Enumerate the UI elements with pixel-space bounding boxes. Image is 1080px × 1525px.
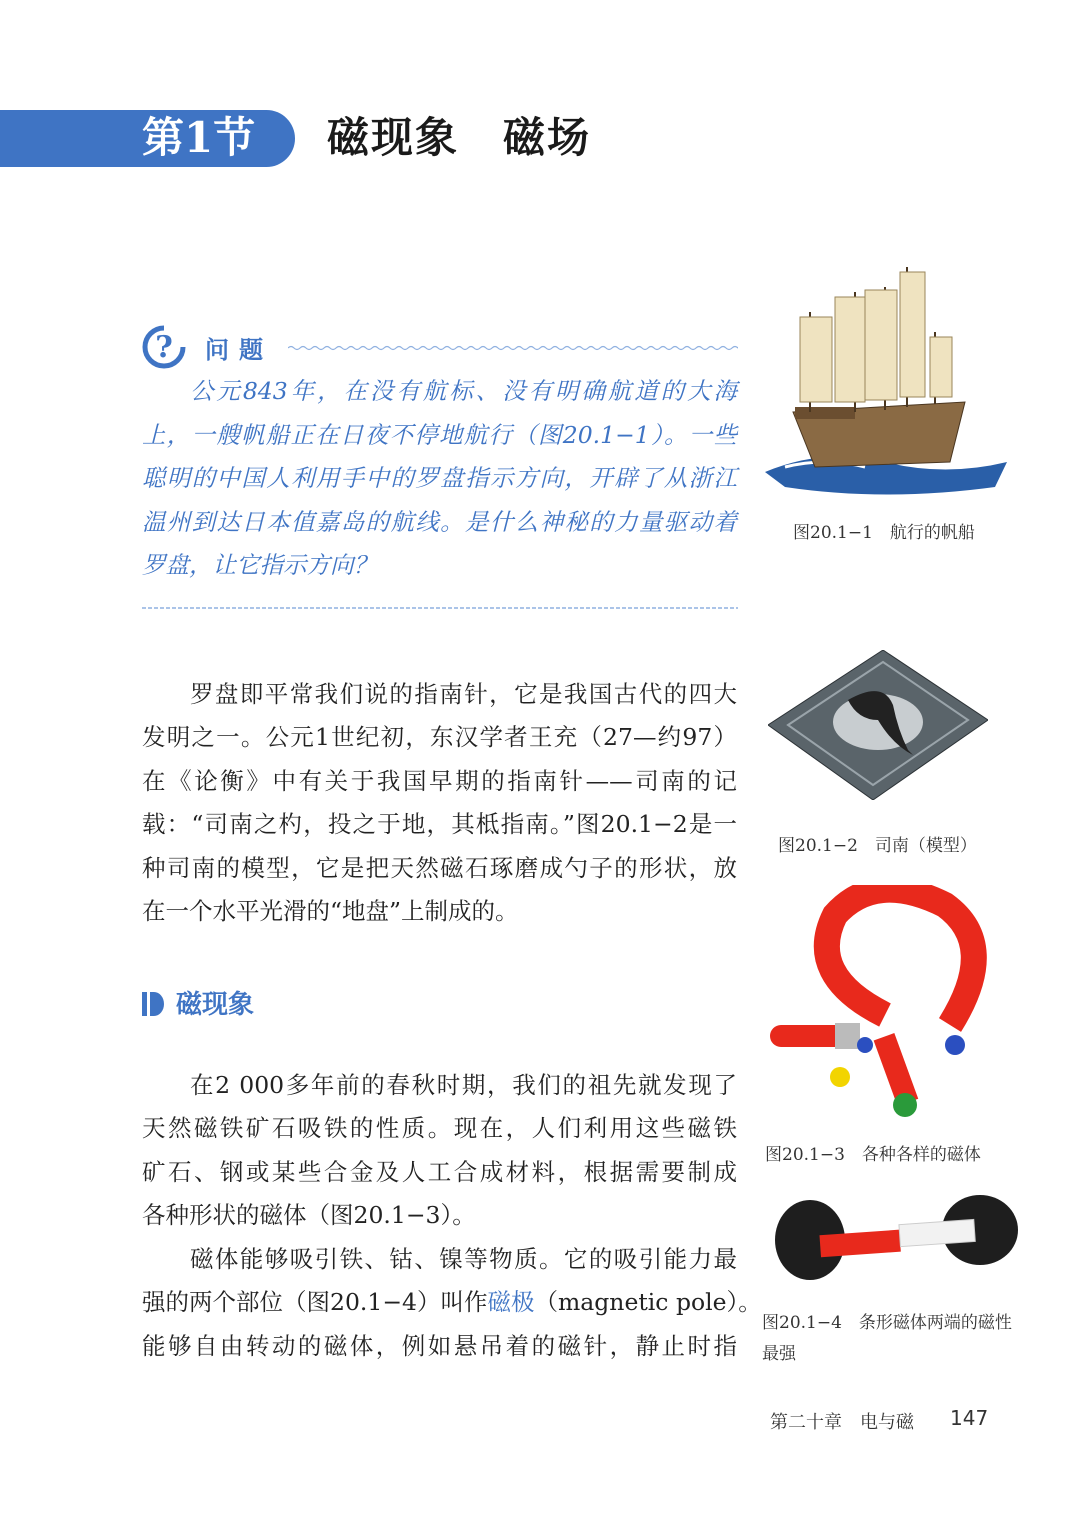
- various-magnets-image: [765, 885, 990, 1120]
- footer-chapter: 第二十章 电与磁: [770, 1412, 914, 1433]
- question-text-line: 公元843年，在没有航标、没有明确航道的大海: [190, 377, 737, 405]
- question-text-line: 温州到达日本值嘉岛的航线。是什么神秘的力量驱动着: [142, 508, 737, 536]
- figure-caption: 图20.1−2 司南（模型）: [778, 836, 977, 856]
- body-line: 罗盘即平常我们说的指南针，它是我国古代的四大: [190, 680, 737, 708]
- page-title: 磁现象 磁场: [327, 113, 592, 162]
- body-line: 各种形状的磁体（图20.1−3）。: [142, 1201, 476, 1229]
- body-line: 发明之一。公元1世纪初，东汉学者王充（27—约97）: [142, 723, 737, 751]
- body-line: 在2 000多年前的春秋时期，我们的祖先就发现了: [190, 1071, 737, 1099]
- question-text-line: 上，一艘帆船正在日夜不停地航行（图20.1−1）。一些: [142, 421, 737, 449]
- body-line: 在《论衡》中有关于我国早期的指南针——司南的记: [142, 767, 737, 795]
- question-text-line: 罗盘，让它指示方向？: [142, 551, 377, 579]
- svg-text:?: ?: [155, 330, 173, 365]
- body-line: 能够自由转动的磁体，例如悬吊着的磁针，静止时指: [142, 1332, 737, 1360]
- key-term: 磁极: [487, 1288, 535, 1316]
- bar-magnet-image: [775, 1195, 1020, 1285]
- body-text: 强的两个部位（图20.1−4）叫作: [142, 1288, 488, 1316]
- body-text: （magnetic pole）。: [534, 1288, 762, 1316]
- body-line: 载：“司南之杓，投之于地，其柢指南。”图20.1−2是一: [142, 810, 737, 838]
- body-line: 天然磁铁矿石吸铁的性质。现在，人们利用这些磁铁: [142, 1114, 737, 1142]
- question-text-line: 聪明的中国人利用手中的罗盘指示方向，开辟了从浙江: [142, 464, 737, 492]
- sailing-ship-image: [765, 262, 1007, 497]
- divider: [142, 605, 738, 611]
- page-number: 147: [950, 1406, 989, 1430]
- figure-caption: 最强: [762, 1344, 796, 1364]
- body-line: [142, 1287, 762, 1317]
- section-marker-icon: [142, 992, 164, 1016]
- question-label: 问题: [205, 336, 273, 364]
- sinan-compass-image: [768, 650, 988, 800]
- divider: [288, 345, 738, 351]
- section-heading-text: 磁现象: [176, 990, 255, 1020]
- section-number: 第1节: [142, 113, 256, 162]
- figure-caption: 图20.1−4 条形磁体两端的磁性: [762, 1313, 1012, 1333]
- body-line: 在一个水平光滑的“地盘”上制成的。: [142, 897, 519, 925]
- question-mark-icon: [142, 325, 186, 369]
- body-line: 磁体能够吸引铁、钴、镍等物质。它的吸引能力最: [190, 1245, 737, 1273]
- figure-caption: 图20.1−3 各种各样的磁体: [765, 1145, 981, 1165]
- figure-caption: 图20.1−1 航行的帆船: [793, 523, 975, 543]
- section-heading: [142, 984, 254, 1021]
- body-line: 矿石、钢或某些合金及人工合成材料，根据需要制成: [142, 1158, 737, 1186]
- body-line: 种司南的模型，它是把天然磁石琢磨成勺子的形状，放: [142, 854, 737, 882]
